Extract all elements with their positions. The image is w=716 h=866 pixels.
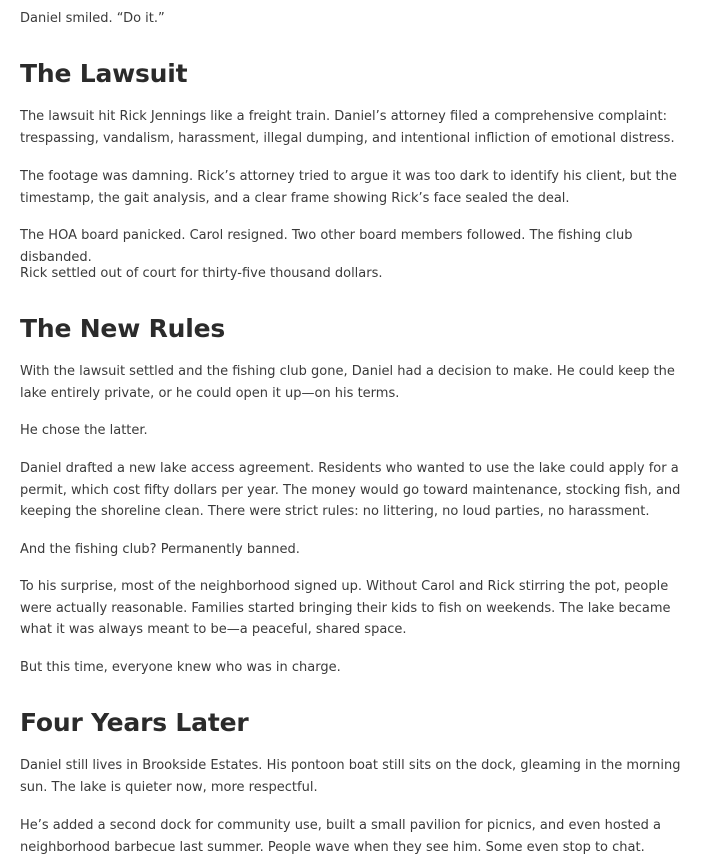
- paragraph: Daniel drafted a new lake access agreement. Residents who wanted to use the lake could apply for a permit, which cost fifty dollars per year. The money would go toward maintenance, stocking fish, and keeping the shoreline clean. There were strict rules: no littering, no loud parties, no harassment.: [20, 461, 681, 519]
- paragraph: The HOA board panicked. Carol resigned. Two other board members followed. The fishing club disbanded.: [20, 228, 633, 265]
- section-heading-the-lawsuit: The Lawsuit: [20, 59, 188, 88]
- paragraph: Rick settled out of court for thirty-five thousand dollars.: [20, 266, 383, 281]
- paragraph: The footage was damning. Rick’s attorney tried to argue it was too dark to identify his client, but the timestamp, the gait analysis, and a clear frame showing Rick’s face sealed the deal.: [20, 169, 677, 206]
- paragraph: The lawsuit hit Rick Jennings like a freight train. Daniel’s attorney filed a comprehensive complaint: trespassing, vandalism, harassment, illegal dumping, and intentional infliction of emotional distress.: [20, 109, 675, 146]
- section-heading-four-years-later: Four Years Later: [20, 708, 249, 737]
- intro-paragraph: Daniel smiled. “Do it.”: [20, 11, 165, 26]
- paragraph: With the lawsuit settled and the fishing club gone, Daniel had a decision to make. He could keep the lake entirely private, or he could open it up—on his terms.: [20, 364, 675, 401]
- section-heading-the-new-rules: The New Rules: [20, 314, 226, 343]
- paragraph: He’s added a second dock for community use, built a small pavilion for picnics, and even hosted a neighborhood barbecue last summer. People wave when they see him. Some even stop to chat.: [20, 818, 661, 855]
- paragraph: But this time, everyone knew who was in charge.: [20, 660, 341, 675]
- paragraph: And the fishing club? Permanently banned.: [20, 542, 300, 557]
- paragraph: Daniel still lives in Brookside Estates. His pontoon boat still sits on the dock, gleaming in the morning sun. The lake is quieter now, more respectful.: [20, 758, 681, 795]
- paragraph: He chose the latter.: [20, 423, 148, 438]
- paragraph: To his surprise, most of the neighborhood signed up. Without Carol and Rick stirring the pot, people were actually reasonable. Families started bringing their kids to fish on weekends. The lake became what it was always meant to be—a peaceful, shared space.: [20, 579, 671, 637]
